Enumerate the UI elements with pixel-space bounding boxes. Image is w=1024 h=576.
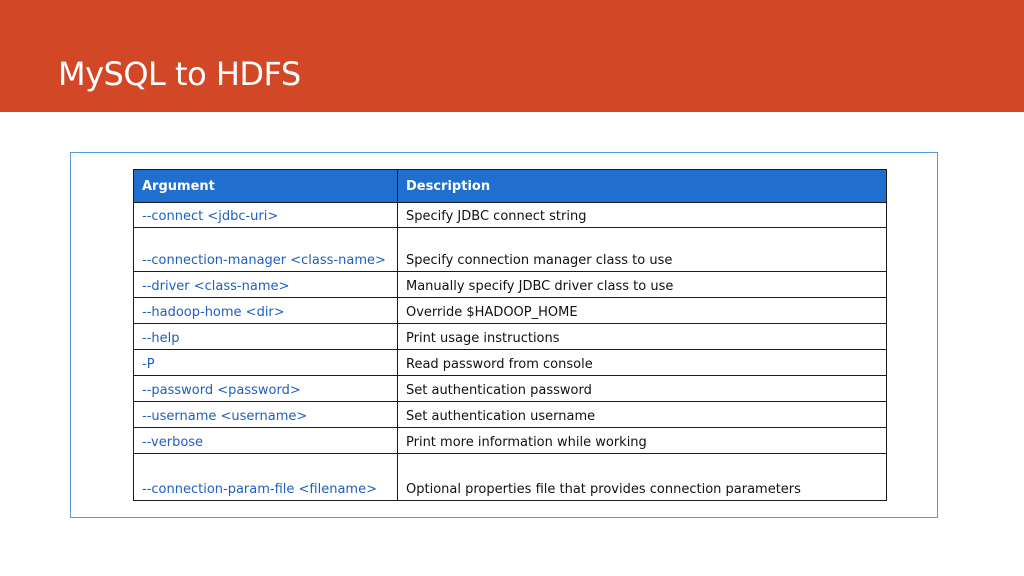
argument-cell: --password <password> (134, 376, 398, 402)
description-cell: Print more information while working (398, 428, 887, 454)
description-cell: Override $HADOOP_HOME (398, 298, 887, 324)
argument-cell: --username <username> (134, 402, 398, 428)
table-row (134, 376, 887, 402)
description-cell: Set authentication password (398, 376, 887, 402)
description-cell: Print usage instructions (398, 324, 887, 350)
description-cell: Specify connection manager class to use (398, 228, 887, 272)
arguments-table (133, 169, 887, 501)
description-cell: Set authentication username (398, 402, 887, 428)
table-row (134, 350, 887, 376)
slide-title: MySQL to HDFS (58, 55, 301, 93)
table-row (134, 428, 887, 454)
description-cell: Optional properties file that provides connection parameters (398, 454, 887, 501)
argument-cell: --connection-manager <class-name> (134, 228, 398, 272)
table-row (134, 454, 887, 501)
header-argument: Argument (134, 170, 398, 203)
argument-cell: --connection-param-file <filename> (134, 454, 398, 501)
table-row (134, 298, 887, 324)
argument-cell: --connect <jdbc-uri> (134, 203, 398, 228)
argument-cell: --hadoop-home <dir> (134, 298, 398, 324)
argument-cell: -P (134, 350, 398, 376)
description-cell: Manually specify JDBC driver class to use (398, 272, 887, 298)
argument-cell: --driver <class-name> (134, 272, 398, 298)
table-row (134, 272, 887, 298)
header-description: Description (398, 170, 887, 203)
table-row (134, 203, 887, 228)
argument-cell: --verbose (134, 428, 398, 454)
table-row (134, 402, 887, 428)
table-row (134, 228, 887, 272)
table-header-row (134, 170, 887, 203)
description-cell: Specify JDBC connect string (398, 203, 887, 228)
description-cell: Read password from console (398, 350, 887, 376)
table-row (134, 324, 887, 350)
argument-cell: --help (134, 324, 398, 350)
